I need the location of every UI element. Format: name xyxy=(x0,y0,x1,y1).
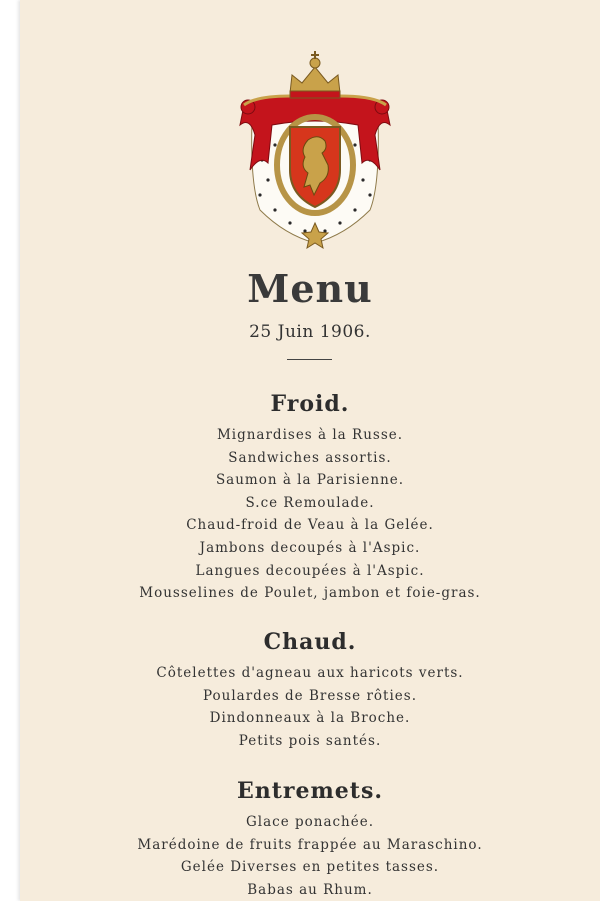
dish-list xyxy=(20,424,600,605)
section-heading: Entremets. xyxy=(237,778,383,804)
dish-list xyxy=(20,811,600,901)
dish-item: Jambons decoupés à l'Aspic. xyxy=(199,539,421,556)
dish-item: Gelée Diverses en petites tasses. xyxy=(180,859,440,876)
dish-item: Babas au Rhum. xyxy=(247,881,373,898)
dish-item: Chaud-froid de Veau à la Gelée. xyxy=(186,517,434,534)
menu-title: Menu xyxy=(247,266,373,311)
dish-item: Marédoine de fruits frappée au Maraschino. xyxy=(137,836,483,853)
dish-item: Dindonneaux à la Broche. xyxy=(209,710,411,727)
dish-item: S.ce Remoulade. xyxy=(245,494,375,511)
dish-item: Glace ponachée. xyxy=(245,814,375,830)
royal-coat-of-arms-icon xyxy=(230,45,400,250)
dish-item: Côtelettes d'agneau aux haricots verts. xyxy=(156,665,464,681)
section-heading: Froid. xyxy=(270,391,350,417)
dish-item: Saumon à la Parisienne. xyxy=(215,472,405,489)
section-heading: Chaud. xyxy=(263,629,357,655)
dish-list xyxy=(20,662,600,752)
dish-item: Poulardes de Bresse rôties. xyxy=(203,687,417,704)
section-entremets xyxy=(20,775,600,901)
dish-item: Langues decoupées à l'Aspic. xyxy=(195,562,425,579)
dish-item: Mignardises à la Russe. xyxy=(216,427,404,443)
dish-item: Petits pois santés. xyxy=(238,732,382,749)
dish-item: Sandwiches assortis. xyxy=(228,449,392,466)
menu-date: 25 Juin 1906. xyxy=(249,322,371,342)
dish-item: Mousselines de Poulet, jambon et foie-gras. xyxy=(139,585,481,602)
section-chaud xyxy=(20,626,600,752)
section-froid xyxy=(20,388,600,605)
divider xyxy=(287,359,332,360)
menu-card xyxy=(20,0,600,901)
